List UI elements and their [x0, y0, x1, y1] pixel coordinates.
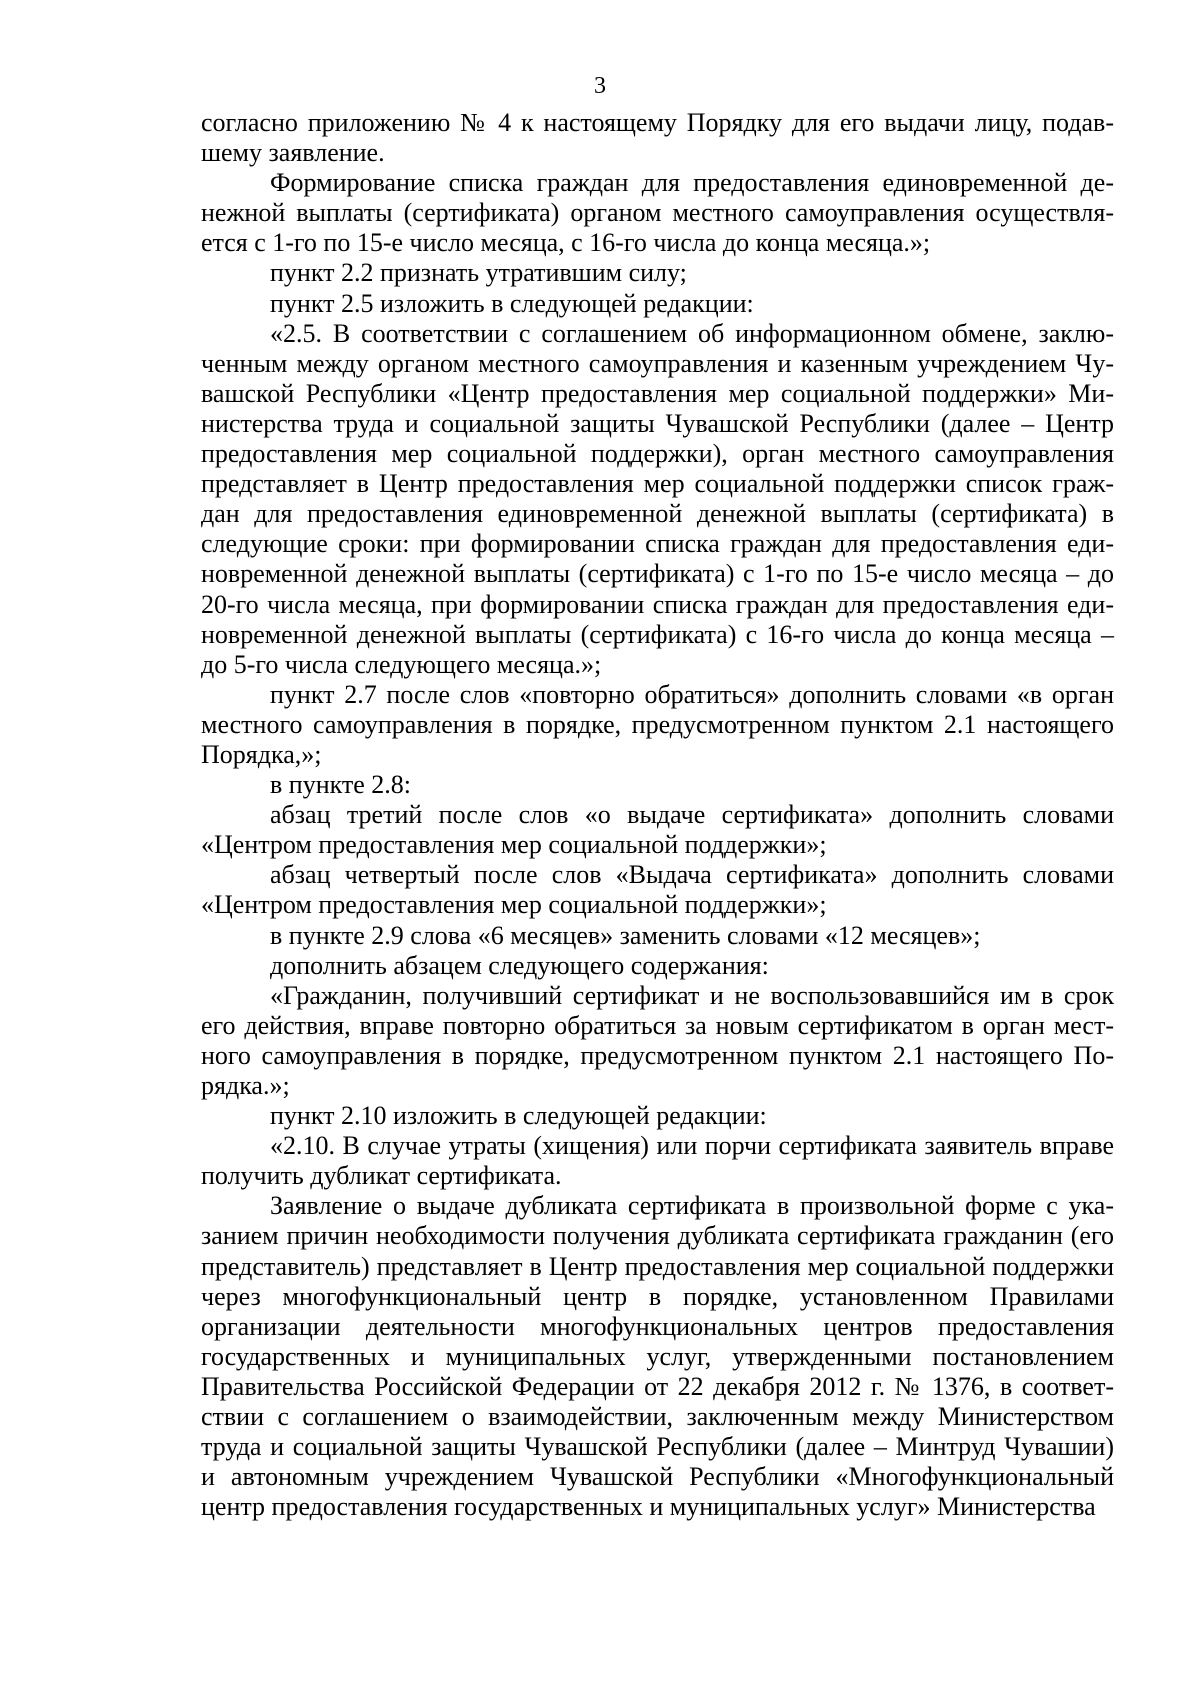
paragraph: «2.5. В соответствии с соглашением об информационном обмене, заключенным между органом местного самоуправления и казенным учреждением Чувашской Республики «Центр предоставления мер социальной поддержки» Министерства труда и социальной защиты Чувашской Республики (далее – Центр предоставления мер социальной поддержки), орган местного самоуправления представляет в Центр предоставления мер социальной поддержки список граждан для предоставления единовременной денежной выплаты (сертификата) в следующие сроки: при формировании списка граждан для предоставления единовременной денежной выплаты (сертификата) с 1-го по 15-е число месяца – до 20-го числа месяца, при формировании списка граждан для предоставления единовременной денежной выплаты (сертификата) с 16-го числа до конца месяца – до 5-го числа следующего месяца.»;	[201, 318, 1114, 679]
paragraph: пункт 2.10 изложить в следующей редакции:	[270, 1101, 767, 1131]
paragraph: дополнить абзацем следующего содержания:	[270, 950, 769, 980]
paragraph: пункт 2.7 после слов «повторно обратиться» дополнить словами «в орган местного самоуправления в порядке, предусмотренном пунктом 2.1 настоящего Порядка,»;	[201, 679, 1114, 769]
paragraph: «Гражданин, получивший сертификат и не воспользовавшийся им в срок его действия, вправе повторно обратиться за новым сертификатом в орган местного самоуправления в порядке, предусмотренном пунктом 2.1 настоящего Порядка.»;	[201, 980, 1114, 1100]
paragraph: «2.10. В случае утраты (хищения) или порчи сертификата заявитель вправе получить дубликат сертификата.	[201, 1131, 1114, 1191]
page-number: 3	[594, 73, 606, 99]
document-body	[201, 108, 1114, 1522]
paragraph: Формирование списка граждан для предоставления единовременной денежной выплаты (сертификата) органом местного самоуправления осуществляется с 1-го по 15-е число месяца, с 16-го числа до конца месяца.»;	[201, 168, 1114, 258]
paragraph: абзац четвертый после слов «Выдача сертификата» дополнить словами «Центром предоставления мер социальной поддержки»;	[201, 860, 1114, 920]
paragraph: в пункте 2.8:	[270, 770, 412, 800]
paragraph: Заявление о выдаче дубликата сертификата в произвольной форме с указанием причин необходимости получения дубликата сертификата гражданин (его представитель) представляет в Центр предоставления мер социальной поддержки через многофункциональный центр в порядке, установленном Правилами организации деятельности многофункциональных центров предоставления государственных и муниципальных услуг, утвержденными постановлением Правительства Российской Федерации от 22 декабря 2012 г. № 1376, в соответствии с соглашением о взаимодействии, заключенным между Министерством труда и социальной защиты Чувашской Республики (далее – Минтруд Чувашии) и автономным учреждением Чувашской Республики «Многофункциональный центр предоставления государственных и муниципальных услуг» Министерства	[201, 1191, 1114, 1522]
paragraph: пункт 2.2 признать утратившим силу;	[270, 258, 687, 288]
paragraph: в пункте 2.9 слова «6 месяцев» заменить словами «12 месяцев»;	[270, 920, 981, 950]
paragraph: абзац третий после слов «о выдаче сертификата» дополнить словами «Центром предоставления мер социальной поддержки»;	[201, 800, 1114, 860]
paragraph: согласно приложению № 4 к настоящему Порядку для его выдачи лицу, подавшему заявление.	[201, 108, 1114, 168]
paragraph: пункт 2.5 изложить в следующей редакции:	[270, 288, 754, 318]
